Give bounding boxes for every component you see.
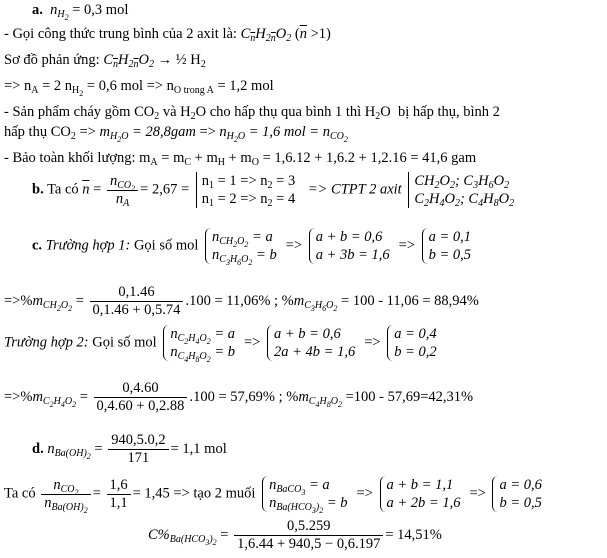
part-a-line7: - Bảo toàn khối lượng: $m_A = m_C + m_H + m_O = 1,6.12 + 1,6.2 + 1,2.16 = 41,6$ gam [4, 150, 477, 168]
case1-title: Trường hợp 1: [45, 237, 131, 254]
part-b-label: b. [32, 181, 44, 198]
part-a-nh2: $n_{H_2}$ [46, 2, 69, 22]
part-c-label: c. [32, 237, 43, 254]
part-b-pre: Ta có [43, 181, 83, 198]
part-d-label: d. [32, 440, 44, 457]
case2-gs: Gọi số mol [88, 334, 161, 351]
part-d-line3: $C\%_{Ba(HCO_3)_2}$ = $\frac{0,5.259}{1,6.44 + 940,5 - 0,6.197}$ = 14,51% [148, 518, 442, 552]
part-a-scheme-text: Sơ đồ phản ứng: [4, 52, 104, 68]
part-a-line4: => $n_A = 2$ $n_{H_2} = 0,6$ mol => $n_{O trong A} = 1,2$ mol [4, 78, 274, 98]
case1-equations: a + b = 0,6 a + 3b = 1,6 [309, 228, 396, 264]
part-c-case1: c. Trường hợp 1: Gọi số mol $n_{CH_2O_2} = a$ $n_{C_3H_6O_2} = b$ => a + b = 0,6 a + 3b = 1,6 => a = 0,1 b = 0,5 [32, 228, 480, 264]
part-a-line5: - Sản phẩm cháy gồm $CO_2$ và $H_2O$ cho hấp thụ qua bình 1 thì $H_2O$ bị hấp thụ, bình 2 [4, 104, 500, 122]
case2-result: a = 0,4 b = 0,2 [387, 325, 442, 361]
part-b-line: b. Ta có $\overline{n}$ = $\frac{n_{CO_2}}{n_A}$ = 2,67 = $n_1 = 1 => n_2 = 3$ $n_1 = 2 => n_2 = 4$ => CTPT 2 axit $CH_2O_2$; $C_3H_6O_2$ $C_2H_4O_2$; $C_4H_8O_2$ [32, 172, 523, 208]
case2-title: Trường hợp 2: [4, 334, 89, 351]
part-a-nh2-value: = 0,3 mol [68, 2, 129, 18]
part-b-cases: $n_1 = 1 => n_2 = 3$ $n_1 = 2 => n_2 = 4$ [196, 172, 301, 208]
part-c-case2: Trường hợp 2: Gọi số mol $n_{C_2H_4O_2} = a$ $n_{C_4H_8O_2} = b$ => a + b = 0,6 2a + 4b = 1,6 => a = 0,4 b = 0,2 [4, 325, 446, 361]
part-d-line1: d. $n_{Ba(OH)_2}$ = $\frac{940,5.0,2}{171}$ = 1,1 mol [32, 432, 227, 466]
part-a-line2 [4, 26, 331, 43]
part-d-fraction2: $\frac{0,5.259}{1,6.44 + 940,5 - 0,6.197}$ [234, 518, 383, 553]
part-d-fraction1: $\frac{940,5.0,2}{171}$ [108, 432, 168, 467]
case2-fraction: $\frac{0,4.60}{0,4.60 + 0,2.88}$ [94, 380, 188, 415]
part-d-moles: $n_{BaCO_3} = a$ $n_{Ba(HCO_3)_2} = b$ [262, 476, 353, 512]
part-a-cond: $(\overline{n} >1)$ [291, 26, 331, 42]
case1-percent: $=>\%m_{CH_2O_2}$ = $\frac{0,1.46}{0,1.46 + 0,5.74}$ .100 = 11,06% ; $\%m_{C_3H_6O_2} = 100 - 11,06 = 88,94\%$ [4, 284, 479, 318]
part-d-tc: Ta có [4, 485, 40, 502]
case1-moles: $n_{CH_2O_2} = a$ $n_{C_3H_6O_2} = b$ [205, 228, 283, 264]
case2-equations: a + b = 0,6 2a + 4b = 1,6 [267, 325, 361, 361]
part-b-fraction: $\frac{n_{CO_2}}{n_A}$ [107, 173, 138, 208]
case1-gs: Gọi số mol [130, 237, 203, 254]
part-a-reaction: $C_{\overline{n}}H_{2\overline{n}}O_2$ [103, 52, 154, 70]
case2-moles: $n_{C_2H_4O_2} = a$ $n_{C_4H_8O_2} = b$ [163, 325, 241, 361]
part-d-equations: a + b = 1,1 a + 2b = 1,6 [380, 476, 467, 512]
part-b-nbar: $\overline{n}$ [82, 181, 90, 198]
part-a-label: a. [32, 2, 43, 18]
part-d-line2: Ta có $\frac{n_{CO_2}}{n_{Ba(OH)_2}}$ = $\frac{1,6}{1,1}$ = 1,45 => tạo 2 muối $n_{BaCO_3} = a$ $n_{Ba(HCO_3)_2} = b$ => a + b = 1,1 a + 2b = 1,6 => a = 0,6 b = 0,5 [4, 476, 551, 512]
part-d-ratio-val: $\frac{1,6}{1,1}$ [107, 477, 131, 512]
part-a-formula: $C_{\overline{n}}H_{2\overline{n}}O_2$ [240, 26, 292, 44]
part-a-line3: Sơ đồ phản ứng: $C_{\overline{n}}H_{2\overline{n}}O_2$ → ½ $H_2$ [4, 52, 206, 70]
case2-percent: $=>\%m_{C_2H_4O_2}$ = $\frac{0,4.60}{0,4.60 + 0,2.88}$ .100 = 57,69% ; $\%m_{C_4H_8O_2} =100 - 57,69=42,31\%$ [4, 380, 474, 414]
part-a-line1 [32, 2, 129, 22]
part-d-ratio: $\frac{n_{CO_2}}{n_{Ba(OH)_2}}$ [41, 477, 90, 512]
part-b-formulas: $CH_2O_2$; $C_3H_6O_2$ $C_2H_4O_2$; $C_4H_8O_2$ [408, 172, 520, 208]
part-a-line6: hấp thụ $CO_2 => m_{H_2O} = 28,8gam => n_{H_2O} = 1,6$ mol = $n_{CO_2}$ [4, 124, 348, 144]
part-a-formula-text: - Gọi công thức trung bình của 2 axit là: [4, 26, 241, 42]
part-d-result: a = 0,6 b = 0,5 [492, 476, 547, 512]
case1-fraction: $\frac{0,1.46}{0,1.46 + 0,5.74}$ [90, 284, 184, 319]
case1-result: a = 0,1 b = 0,5 [422, 228, 477, 264]
